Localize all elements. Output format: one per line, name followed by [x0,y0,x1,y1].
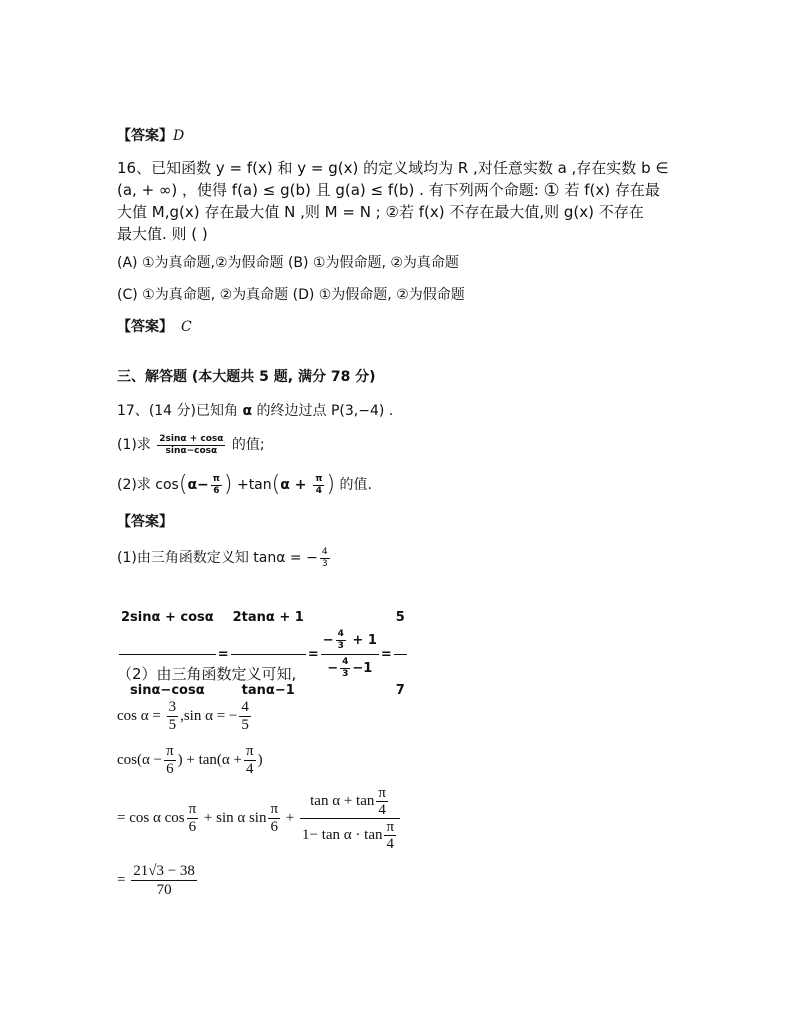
minus-one: −1 [352,661,373,676]
q17-part-1-prefix: (1)求 [117,437,156,453]
fraction-denominator: 5 [168,717,177,734]
q16-line-4: 最大值. 则 ( ) [117,225,208,243]
q17-solution-1 [117,542,332,574]
fraction-denominator: tanα−1 [241,683,295,698]
fraction-numerator: 4 [342,657,349,667]
q16-answer-value: C [181,319,192,335]
q16-line-1: 16、已知函数 y = f(x) 和 y = g(x) 的定义域均为 R ,对任意实数 a ,存在实数 b ∈ [117,159,669,177]
fraction-denominator: 4 [315,485,323,496]
fraction-numerator: π [315,473,323,484]
pi-over-six [211,474,222,497]
fraction-numerator: 2tanα + 1 [231,582,306,655]
pi-over-four [384,819,396,852]
fraction-denominator: 6 [270,819,278,836]
fraction-denominator: 6 [188,819,197,836]
q17-part-1-fraction [157,434,225,457]
cos-sin-values [117,694,253,738]
final-fraction [131,862,197,899]
fraction-numerator: π [212,473,220,484]
fraction-numerator: π [166,743,174,760]
solution-1-text: (1)由三角函数定义知 tanα = [117,550,307,566]
three-fifths [167,699,179,734]
fraction-denominator: 6 [166,761,174,778]
expansion-line [117,778,402,858]
tan-sum-denominator-text: 1− tan α · tan [302,827,383,843]
answer-label: 【答案】 [117,319,173,335]
sin-alpha-text: ,sin α = − [180,708,238,724]
four-thirds [320,547,330,570]
minus-sign: − [322,633,334,648]
q16-options-ab: (A) ①为真命题,②为假命题 (B) ①为假命题, ②为真命题 [117,255,459,271]
expression-tan: ) + tan(α + [177,752,242,768]
expression-close: ) [257,752,263,768]
q17-stem-text-end: 的终边过点 P(3,−4) . [252,403,394,419]
pi-over-four [244,743,256,778]
expansion-cos-term: = cos α cos [117,810,185,826]
fraction-denominator: 3 [337,641,344,651]
q17-stem [117,401,393,421]
pi-over-four [313,474,324,497]
tan-sum-denominator [300,819,400,852]
section-heading: 三、解答题 (本大题共 5 题, 满分 78 分) [117,369,376,385]
final-result [117,858,199,902]
q17-alpha: α [242,403,253,419]
four-fifths [239,699,251,734]
fraction-denominator: sinα−cosα [130,683,205,698]
pi-over-six [187,801,199,836]
cos-alpha-text: cos α = [117,708,165,724]
tan-sum-numerator [300,785,400,819]
complex-denominator [321,655,379,680]
q16-line-2 [117,180,660,201]
fraction-numerator: 4 [321,546,328,557]
fraction-numerator: π [386,819,395,836]
minus-sign: − [327,661,339,676]
q17-part-2-prefix: (2)求 cos [117,477,179,493]
prev-answer-line [117,126,184,146]
fraction-denominator: 4 [246,761,254,778]
plus-one: + 1 [347,633,377,648]
q17-part-2-alpha-2: α + [280,477,312,493]
equals-sign: = [307,647,319,662]
tan-sum-fraction [300,785,400,852]
q17-solution-2-intro: （2）由三角函数定义可知, [117,665,297,683]
q17-stem-text: 17、(14 分)已知角 [117,403,243,419]
fraction-numerator: 2sinα + cosα [159,433,224,444]
q16-options-cd: (C) ①为真命题, ②为真命题 (D) ①为假命题, ②为假命题 [117,287,465,303]
expansion-sin-term: + sin α sin [200,810,267,826]
fraction-numerator: 5 [394,582,407,655]
fraction-numerator: π [245,743,254,760]
fraction-denominator: sinα−cosα [165,445,218,456]
fraction-denominator: 70 [156,882,172,899]
expression-line [117,738,263,782]
fraction-numerator: 4 [337,629,344,639]
prev-answer-value: D [173,128,185,144]
four-thirds [340,657,350,680]
complex-numerator [321,629,379,655]
equals-sign: = [117,872,130,888]
fraction-denominator: 6 [213,485,220,496]
result-fraction [394,582,407,727]
fraction-numerator: π [270,801,279,818]
q17-part-2: (2)求 cos(α− $\frac{\pi}{6}$ ) +tan(α + $\frac{\pi}{4}$ ) 的值. [117,472,372,497]
q16-line-2-text-end: 若 f(x) 存在最 [559,181,660,199]
pi-over-six [164,743,176,778]
fraction-numerator: 21√3 − 38 [133,863,195,880]
expression-cos: cos(α − [117,752,163,768]
q16-line-3: 大值 M,g(x) 存在最大值 N ,则 M = N ; ②若 f(x) 不存在最大值,则 g(x) 不存在 [117,203,644,221]
fraction-denominator: 7 [395,683,405,698]
four-thirds [336,629,346,652]
q17-part-2-alpha: α− [187,477,209,493]
pi-over-four [376,785,388,818]
fraction-numerator: 3 [168,699,177,716]
fraction-denominator: 3 [321,558,328,569]
fraction-numerator: 2sinα + cosα [119,582,216,655]
plus-sign: + [282,810,299,826]
q16-answer-line [117,317,192,337]
fraction-numerator: π [378,785,386,802]
fraction-denominator: 5 [241,717,249,734]
fraction-denominator: 4 [386,836,395,853]
fraction-denominator: 4 [378,802,386,819]
fraction-numerator: π [188,801,197,818]
answer-label: 【答案】 [117,128,173,144]
q17-part-1 [117,428,265,462]
q17-part-2-tan: +tan [232,477,272,493]
minus-sign: − [306,550,318,566]
q17-part-2-suffix: 的值. [335,477,372,493]
q17-part-1-suffix: 的值; [227,437,265,453]
pi-over-six [268,801,280,836]
equals-sign: = [380,647,392,662]
q16-line-2-text: (a, + ∞) ，使得 f(a) ≤ g(b) 且 g(a) ≤ f(b) . 有下列两个命题: [117,181,544,199]
tan-sum-numerator-text: tan α + tan [310,793,375,809]
q17-answer-label: 【答案】 [117,514,173,530]
fraction-denominator: 3 [342,669,349,679]
q16-circled-one: ① [543,180,560,201]
equation-fraction-3 [321,629,379,680]
fraction-numerator: 4 [241,699,249,716]
equals-sign: = [217,647,229,662]
